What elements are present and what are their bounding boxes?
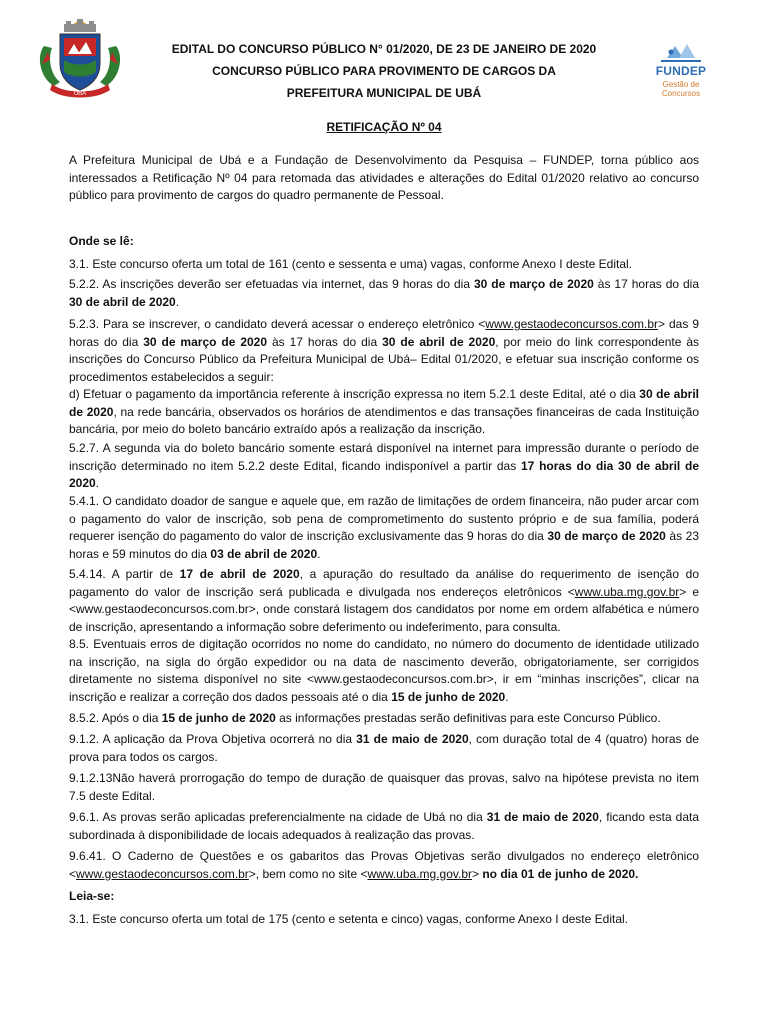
- s85-text: 8.5. Eventuais erros de digitação ocorridos no nome do candidato, no número do documento de identidade utilizado na inscrição, na sigla do órgão expedidor ou na data de nascimento deverão, obrigatoriamente, ser corrigidos diretamente no sistema disponível no site <www.gestaodeconcursos.com.br>, ir em “minhas inscrições”, clicar na inscrição e realizar a correção dos dados pessoais até o dia: [69, 637, 699, 704]
- section-9-1-2-13: [69, 770, 699, 805]
- section-5-4-14: [69, 566, 699, 636]
- s9641-text-3: >: [472, 866, 483, 881]
- section-3-1-old: [69, 256, 699, 274]
- intro-paragraph: [69, 152, 699, 205]
- section-9-6-41: [69, 848, 699, 883]
- s541-text-2: às 23 horas e 59 minutos do dia: [69, 529, 699, 561]
- s541-end: .: [317, 546, 321, 561]
- fundep-emblem-icon: [645, 40, 717, 64]
- s9641-text-2: >, bem como no site <: [248, 866, 368, 881]
- coat-of-arms-logo: [34, 16, 126, 102]
- s852-text: 8.5.2. Após o dia: [69, 711, 162, 725]
- gestao-link[interactable]: www.gestaodeconcursos.com.br: [485, 317, 659, 331]
- leia-se-heading: Leia-se:: [69, 889, 115, 903]
- s522-end: .: [175, 294, 180, 309]
- s85-end: .: [505, 689, 509, 704]
- header-line-2: CONCURSO PÚBLICO PARA PROVIMENTO DE CARGOS DA: [212, 64, 556, 78]
- onde-se-le-heading: Onde se lê:: [69, 234, 134, 248]
- uba-link[interactable]: www.uba.mg.gov.br: [574, 584, 680, 599]
- retificacao-title: RETIFICAÇÃO Nº 04: [326, 120, 442, 134]
- s912-text: 9.1.2. A aplicação da Prova Objetiva ocorrerá no dia: [69, 732, 357, 746]
- s523-text-3: às 17 horas do dia: [267, 334, 383, 349]
- s961-text: 9.6.1. As provas serão aplicadas preferencialmente na cidade de Ubá no dia: [69, 810, 487, 824]
- sd-date: 30 de abril de 2020: [69, 387, 699, 419]
- s85-date: 15 de junho de 2020: [391, 689, 506, 704]
- section-3-1-old-text: 3.1. Este concurso oferta um total de 161 (cento e sessenta e uma) vagas, conforme Anexo I deste Edital.: [69, 257, 632, 271]
- s9641-date: no dia 01 de junho de 2020.: [482, 866, 639, 881]
- section-d: [69, 386, 699, 439]
- s523-text-4: , por meio do link correspondente às inscrições do Concurso Público da Prefeitura Municipal de Ubá– Edital 01/2020, e efetuar sua inscrição conforme os procedimentos estabelecidos a seguir:: [69, 334, 699, 384]
- s522-text-2: às 17 horas do dia: [593, 277, 700, 291]
- s961-text-2: , ficando esta data subordinada à disponibilidade de locais adequados à realização das provas.: [69, 810, 699, 842]
- s5414-date: 17 de abril de 2020: [179, 567, 300, 581]
- s912-text-2: , com duração total de 4 (quatro) horas de prova para todos os cargos.: [69, 732, 699, 764]
- s523-date-start: 30 de março de 2020: [143, 334, 268, 349]
- header-line-3: PREFEITURA MUNICIPAL DE UBÁ: [286, 86, 482, 100]
- fundep-name: FUNDEP: [655, 64, 707, 78]
- s5414-text-2: , a apuração do resultado da análise do requerimento de isenção do pagamento do valor de inscrição será publicada e divulgada nos endereços eletrônicos <: [69, 567, 699, 599]
- section-5-2-7: [69, 440, 699, 493]
- sd-text-2: , na rede bancária, observados os horários de atendimentos e das transações financeiras de cada Instituição bancária, por meio do boleto bancário extraído após a realização da inscrição.: [69, 404, 699, 436]
- fundep-subtitle: Gestão de Concursos: [661, 80, 701, 98]
- s527-date: 17 horas do dia 30 de abril de 2020: [69, 458, 699, 490]
- section-3-1-new: [69, 911, 699, 929]
- s5414-text-3: > e <www.gestaodeconcursos.com.br>, onde constará listagem dos candidatos por nome em ordem alfabética e número de inscrição, apresentando a informação sobre deferimento ou indeferimento, para consulta.: [69, 584, 700, 634]
- intro-text: A Prefeitura Municipal de Ubá e a Fundação de Desenvolvimento da Pesquisa – FUNDEP, torna público aos interessados a Retificação Nº 04 para retomada das atividades e alterações do Edital 01/2020 relativo ao concurso público para provimento de cargos do quadro permanente de Pessoal.: [69, 153, 699, 202]
- s522-date-start: 30 de março de 2020: [473, 277, 594, 291]
- section-3-1-new-text: 3.1. Este concurso oferta um total de 175 (cento e setenta e cinco) vagas, conforme Anexo I deste Edital.: [69, 912, 628, 926]
- s523-text-2: > das 9 horas do dia: [69, 317, 700, 349]
- s523-text: 5.2.3. Para se inscrever, o candidato deverá acessar o endereço eletrônico <: [69, 317, 486, 331]
- s9641-text: 9.6.41. O Caderno de Questões e os gabaritos das Provas Objetivas serão divulgados no endereço eletrônico <: [69, 849, 699, 881]
- section-8-5-2: [69, 710, 699, 728]
- fundep-logo: [645, 40, 717, 96]
- s523-date-end: 30 de abril de 2020: [382, 334, 496, 349]
- s527-text: 5.2.7. A segunda via do boleto bancário somente estará disponível na internet para impressão durante o período de inscrição determinado no item 5.2.2 deste Edital, ficando indisponível a partir das: [69, 441, 699, 473]
- section-5-4-1: [69, 493, 699, 563]
- s852-text-2: as informações prestadas serão definitivas para este Concurso Público.: [275, 711, 661, 725]
- s5414-text: 5.4.14. A partir de: [69, 567, 180, 581]
- uba-link-2[interactable]: www.uba.mg.gov.br: [367, 866, 472, 881]
- s912-date: 31 de maio de 2020: [356, 732, 469, 746]
- s961-date: 31 de maio de 2020: [486, 810, 599, 824]
- s541-date-start: 30 de março de 2020: [547, 529, 666, 543]
- section-5-2-3: [69, 316, 699, 386]
- section-9-1-2: [69, 731, 699, 766]
- section-8-5: [69, 636, 699, 706]
- s541-date-end: 03 de abril de 2020: [210, 546, 318, 561]
- s522-date-end: 30 de abril de 2020: [69, 294, 176, 309]
- gestao-link-2[interactable]: www.gestaodeconcursos.com.br: [76, 866, 249, 881]
- s91213-text: 9.1.2.13Não haverá prorrogação do tempo de duração de quaisquer das provas, salvo na hipótese prevista no item 7.5 deste Edital.: [69, 771, 699, 803]
- coat-label: UBÁ: [73, 91, 87, 97]
- s852-date: 15 de junho de 2020: [161, 711, 276, 725]
- header-line-1: EDITAL DO CONCURSO PÚBLICO N° 01/2020, DE 23 DE JANEIRO DE 2020: [171, 42, 597, 56]
- section-9-6-1: [69, 809, 699, 844]
- s522-text: 5.2.2. As inscrições deverão ser efetuadas via internet, das 9 horas do dia: [69, 277, 474, 291]
- document-header: [140, 38, 628, 104]
- s541-text: 5.4.1. O candidato doador de sangue e aquele que, em razão de limitações de ordem financeira, não puder arcar com o pagamento do valor de inscrição, sob pena de comprometimento do sustento próprio e de sua família, poderá requerer isenção do pagamento do valor de inscrição exclusivamente das 9 horas do dia: [69, 494, 699, 543]
- s527-end: .: [95, 476, 100, 490]
- sd-text: d) Efetuar o pagamento da importância referente à inscrição expressa no item 5.2.1 deste Edital, até o dia: [69, 387, 640, 401]
- section-5-2-2: [69, 276, 699, 311]
